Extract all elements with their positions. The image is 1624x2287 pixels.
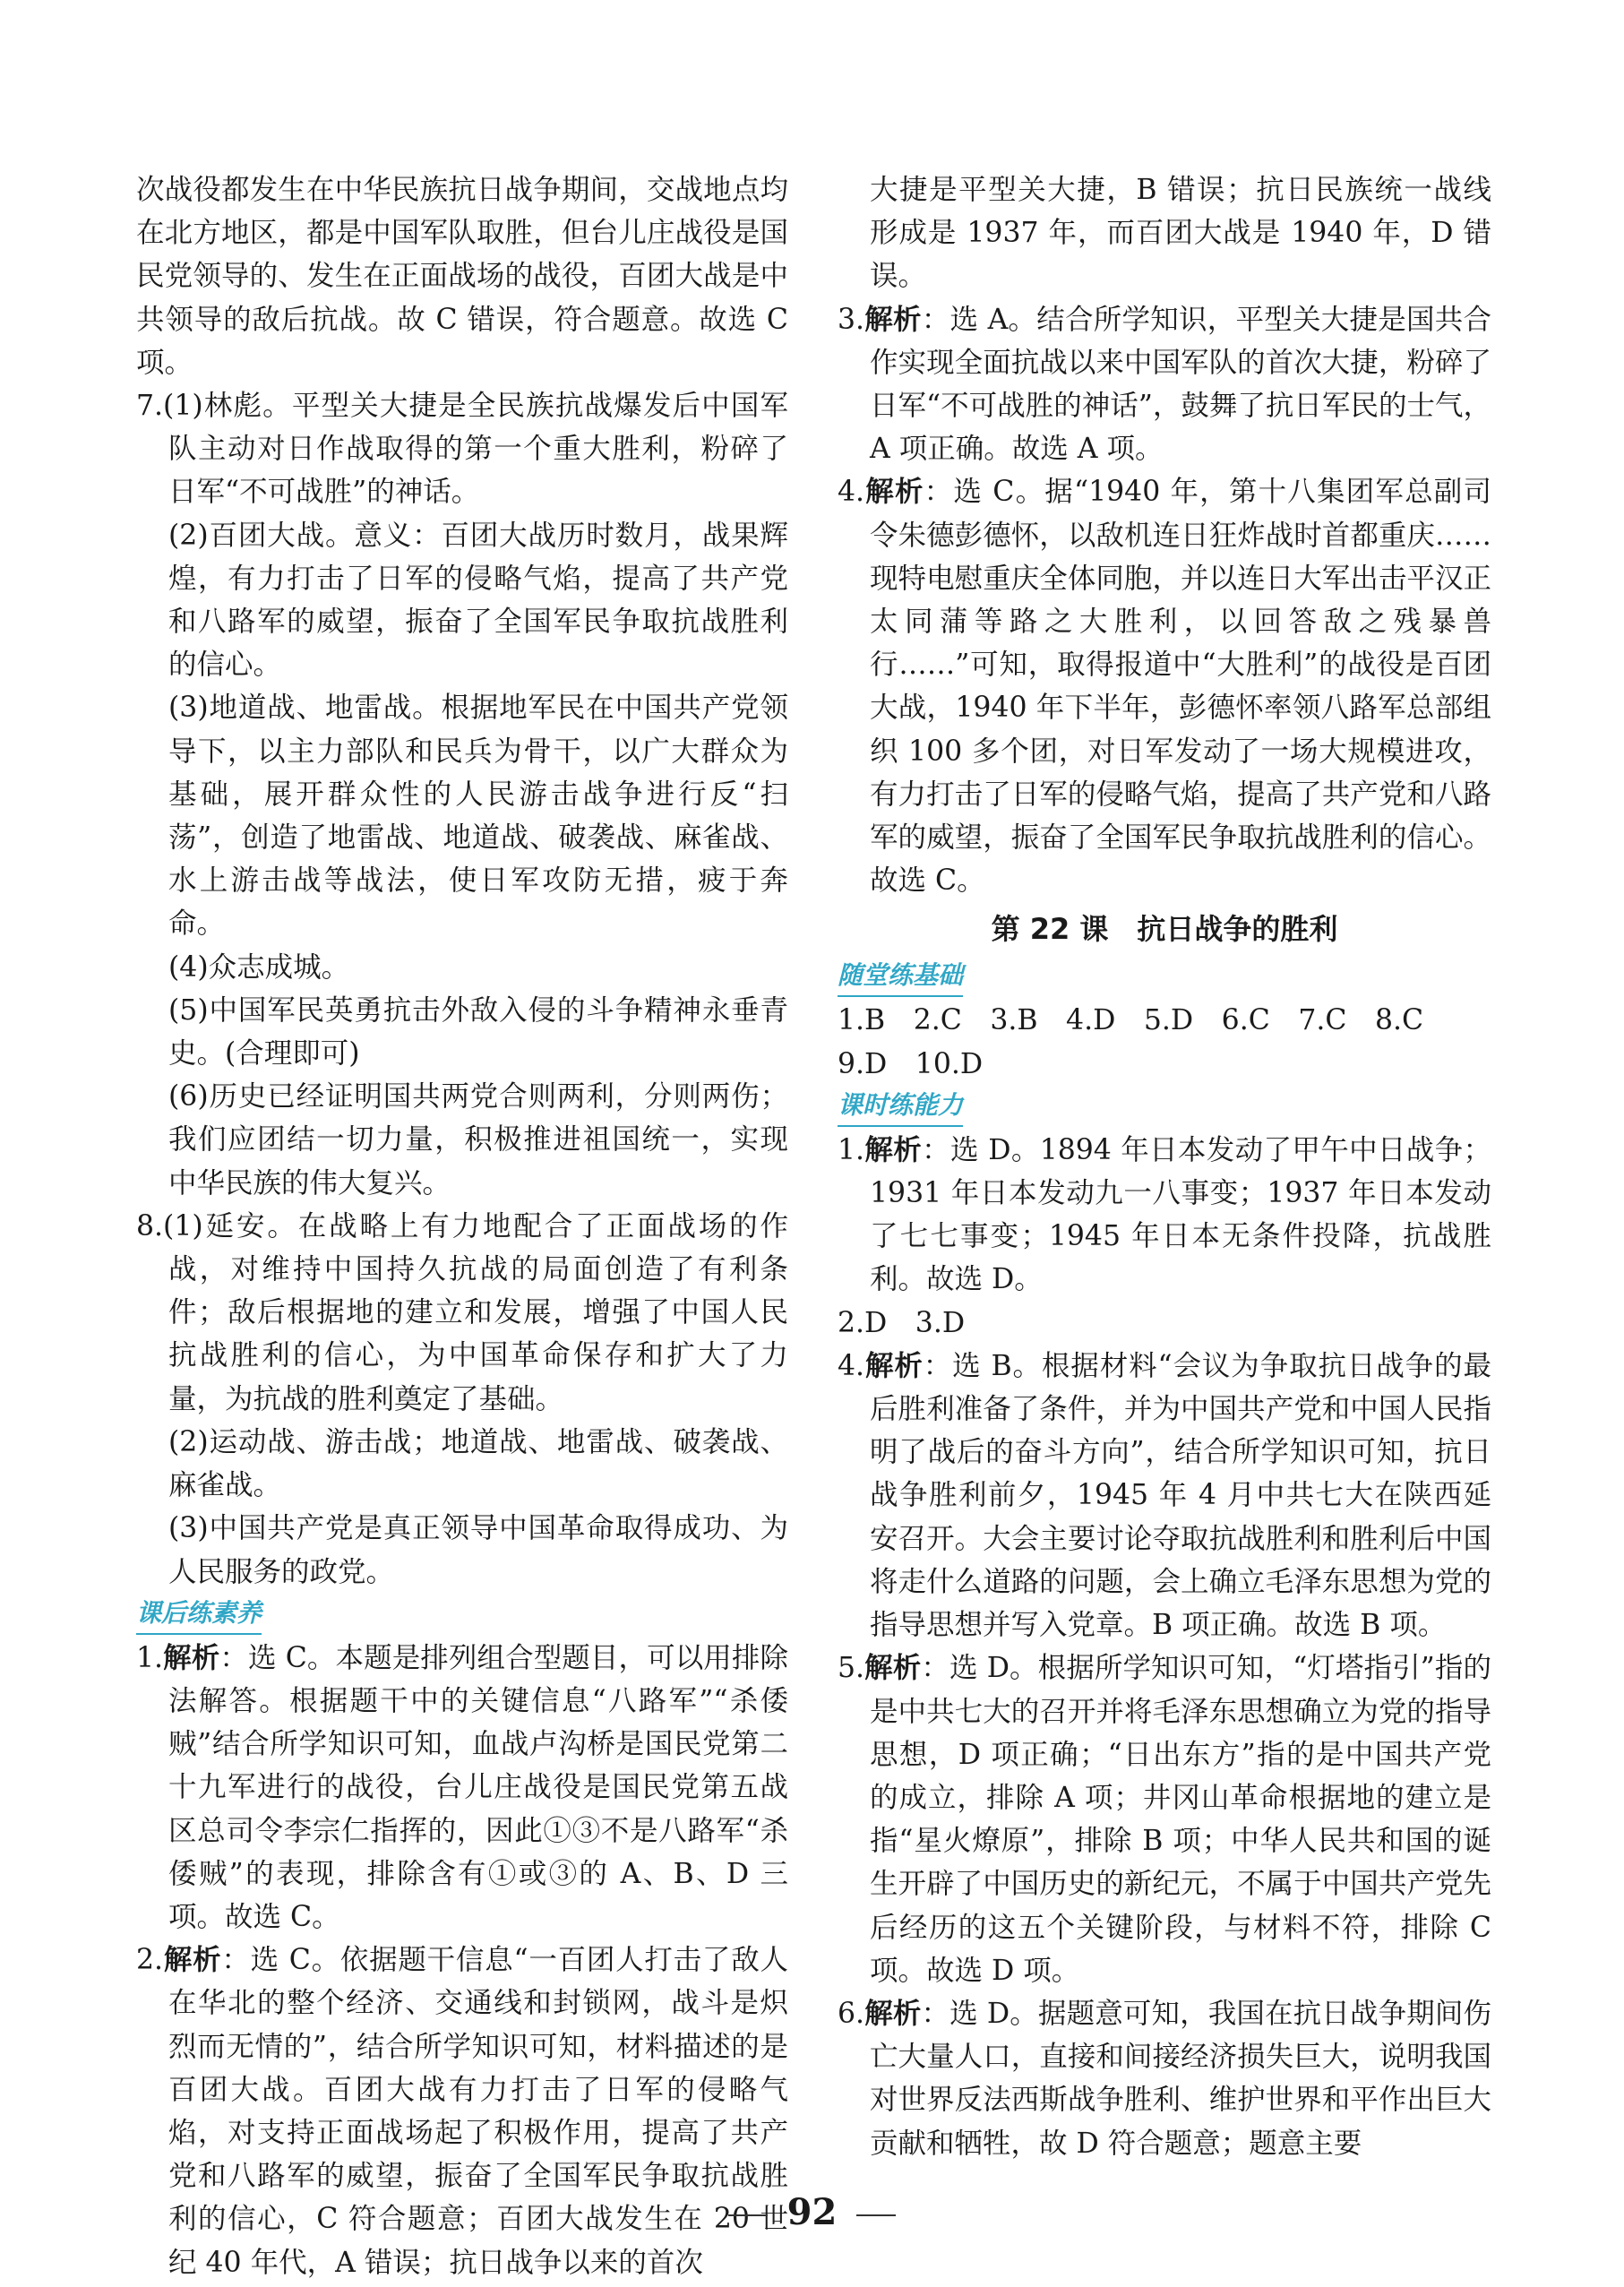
item-number: 1.	[136, 1641, 164, 1674]
basic-answers-line-1: 1.B 2.C 3.B 4.D 5.D 6.C 7.C 8.C	[838, 1004, 1424, 1037]
item-number: 3.	[838, 303, 865, 336]
ability-analysis-6	[838, 1992, 1491, 2165]
footer-dash-right	[856, 2214, 896, 2216]
answer-7-2: (2)百团大战。意义：百团大战历时数月，战果辉煌，有力打击了日军的侵略气焰，提高了共产党和八路军的威望，振奋了全国军民争取抗战胜利的信心。	[168, 519, 788, 682]
ability-answers-2-3: 2.D 3.D	[838, 1306, 966, 1339]
item-number: 1.	[838, 1133, 865, 1166]
item-number: 5.	[838, 1652, 865, 1685]
analysis-text: ：选 B。根据材料“会议为争取抗日战争的最后胜利准备了条件，并为中国共产党和中国人民指明了战后的奋斗方向”，结合所学知识可知，抗日战争胜利前夕，1945 年 4 月中共七大在陕西延安召开。大会主要讨论夺取抗战胜利和胜利后中国将走什么道路的问题，会上确立毛泽东思想为党的指导思想并写入党章。B 项正确。故选 B 项。	[870, 1349, 1491, 1642]
analysis-4	[838, 470, 1491, 902]
analysis-text: ：选 A。结合所学知识，平型关大捷是国共合作实现全面抗战以来中国军队的首次大捷，粉碎了日军“不可战胜的神话”，鼓舞了抗日军民的士气，A 项正确。故选 A 项。	[870, 303, 1491, 466]
analysis-label: 解析	[864, 1349, 924, 1382]
analysis-text: ：选 C。本题是排列组合型题目，可以用排除法解答。根据题干中的关键信息“八路军”“杀倭贼”结合所学知识可知，血战卢沟桥是国民党第二十九军进行的战役，台儿庄战役是国民党第五战区总司令李宗仁指挥的，因此①③不是八路军“杀倭贼”的表现，排除含有①或③的 A、B、D 三项。故选 C。	[168, 1641, 788, 1933]
lesson-title: 第 22 课 抗日战争的胜利	[991, 912, 1338, 947]
analysis-label: 解析	[864, 1997, 922, 2030]
analysis-label: 解析	[864, 1652, 922, 1685]
answer-8-1: 8.(1)延安。在战略上有力地配合了正面战场的作战，对维持中国持久抗战的局面创造了有利条件；敌后根据地的建立和发展，增强了中国人民抗战胜利的信心，为中国革命保存和扩大了力量，为抗战的胜利奠定了基础。	[136, 1209, 788, 1415]
analysis-label: 解析	[163, 1641, 220, 1674]
ability-analysis-5	[838, 1646, 1491, 1992]
analysis-text: ：选 C。依据题干信息“一百团人打击了敌人在华北的整个经济、交通线和封锁网，战斗是炽烈而无情的”，结合所学知识可知，材料描述的是百团大战。百团大战有力打击了日军的侵略气焰，对支持正面战场起了积极作用，提高了共产党和八路军的威望，振奋了全国军民争取抗战胜利的信心，C 符合题意；百团大战发生在 20 世纪 40 年代，A 错误；抗日战争以来的首次	[168, 1944, 788, 2279]
ability-analysis-1	[838, 1129, 1491, 1302]
answer-7-4: (4)众志成城。	[168, 950, 350, 984]
analysis-text: ：选 D。1894 年日本发动了甲午中日战争；1931 年日本发动九一八事变；1937 年日本发动了七七事变；1945 年日本无条件投降，抗战胜利。故选 D。	[870, 1133, 1491, 1296]
section-heading-after-class: 课后练素养	[136, 1594, 262, 1635]
answer-7-5: (5)中国军民英勇抗击外敌入侵的斗争精神永垂青史。(合理即可)	[168, 993, 788, 1070]
analysis-text: ：选 D。据题意可知，我国在抗日战争期间伤亡大量人口，直接和间接经济损失巨大，说明我国对世界反法西斯战争胜利、维护世界和平作出巨大贡献和牺牲，故 D 符合题意；题意主要	[870, 1997, 1491, 2160]
ability-analysis-4	[838, 1345, 1491, 1646]
analysis-label: 解析	[864, 303, 922, 336]
analysis-text: ：选 D。根据所学知识可知，“灯塔指引”指的是中共七大的召开并将毛泽东思想确立为党的指导思想，D 项正确；“日出东方”指的是中国共产党的成立，排除 A 项；井冈山革命根据地的建立是指“星火燎原”，排除 B 项；中华人民共和国的诞生开辟了中国历史的新纪元，不属于中国共产党先后经历的这五个关键阶段，与材料不符，排除 C 项。故选 D 项。	[870, 1652, 1491, 1987]
footer-dash-left	[728, 2214, 768, 2216]
basic-answers-line-2: 9.D 10.D	[838, 1047, 984, 1080]
section-heading-basic: 随堂练基础	[838, 956, 963, 997]
answer-7-1: 7.(1)林彪。平型关大捷是全民族抗战爆发后中国军队主动对日作战取得的第一个重大胜利，粉碎了日军“不可战胜”的神话。	[136, 390, 788, 509]
analysis-label: 解析	[864, 476, 924, 509]
answer-7-3: (3)地道战、地雷战。根据地军民在中国共产党领导下，以主力部队和民兵为骨干，以广大群众为基础，展开群众性的人民游击战争进行反“扫荡”，创造了地雷战、地道战、破袭战、麻雀战、水上游击战等战法，使日军攻防无措，疲于奔命。	[168, 692, 788, 941]
paragraph-continued: 大捷是平型关大捷，B 错误；抗日民族统一战线形成是 1937 年，而百团大战是 1940 年，D 错误。	[870, 174, 1491, 293]
page-footer	[0, 2191, 1624, 2233]
item-number: 4.	[838, 1349, 865, 1382]
analysis-label: 解析	[163, 1944, 222, 1977]
analysis-text: ：选 C。据“1940 年，第十八集团军总副司令朱德彭德怀，以敌机连日狂炸战时首都重庆……现特电慰重庆全体同胞，并以连日大军出击平汉正太同蒲等路之大胜利，以回答敌之残暴兽行……”可知，取得报道中“大胜利”的战役是百团大战，1940 年下半年，彭德怀率领八路军总部组织 100 多个团，对日军发动了一场大规模进攻，有力打击了日军的侵略气焰，提高了共产党和八路军的威望，振奋了全国军民争取抗战胜利的信心。故选 C。	[870, 476, 1491, 898]
answer-8-3: (3)中国共产党是真正领导中国革命取得成功、为人民服务的政党。	[168, 1512, 788, 1588]
item-number: 2.	[136, 1944, 164, 1977]
left-column	[136, 168, 788, 2284]
analysis-label: 解析	[864, 1133, 923, 1166]
right-column	[838, 168, 1491, 2165]
section-heading-ability: 课时练能力	[838, 1086, 963, 1127]
analysis-1	[136, 1637, 788, 1939]
item-number: 6.	[838, 1997, 865, 2030]
answer-7-6: (6)历史已经证明国共两党合则两利，分则两伤；我们应团结一切力量，积极推进祖国统一，实现中华民族的伟大复兴。	[168, 1080, 788, 1199]
answer-8-2: (2)运动战、游击战；地道战、地雷战、破袭战、麻雀战。	[168, 1425, 788, 1502]
page-number: 92	[786, 2191, 838, 2233]
item-number: 4.	[838, 476, 865, 509]
paragraph-continued: 次战役都发生在中华民族抗日战争期间，交战地点均在北方地区，都是中国军队取胜，但台儿庄战役是国民党领导的、发生在正面战场的战役，百团大战是中共领导的敌后抗战。故 C 错误，符合题意。故选 C 项。	[136, 174, 788, 379]
analysis-3	[838, 298, 1491, 471]
